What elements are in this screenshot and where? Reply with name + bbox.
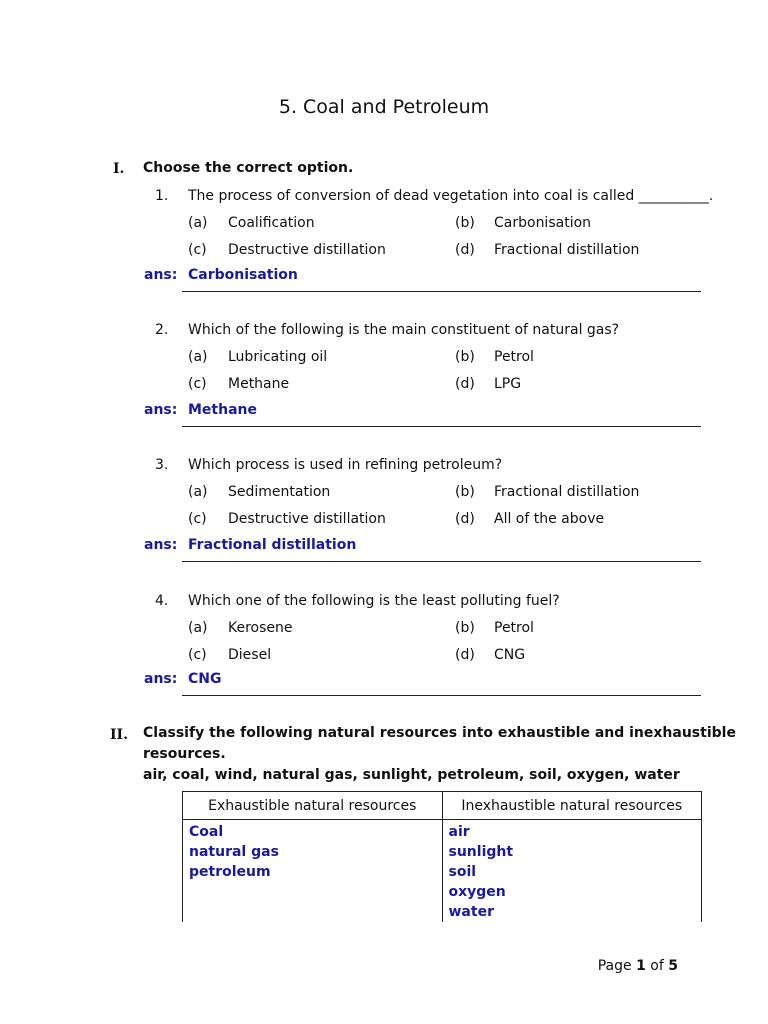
exhaustible-item: petroleum xyxy=(189,864,271,880)
section-2-number: II. xyxy=(110,727,128,743)
option-key: (c) xyxy=(188,376,207,392)
option-text: Diesel xyxy=(228,647,272,663)
classification-table xyxy=(182,791,702,922)
option-text: Lubricating oil xyxy=(228,349,328,365)
answer-divider xyxy=(182,291,701,292)
inexhaustible-header: Inexhaustible natural resources xyxy=(442,792,702,820)
exhaustible-item: natural gas xyxy=(189,844,279,860)
answer-label: ans: xyxy=(144,402,178,418)
inexhaustible-cell xyxy=(442,820,702,923)
option-key: (b) xyxy=(455,620,475,636)
answer-label: ans: xyxy=(144,267,178,283)
section-2-heading-line2: resources. xyxy=(143,746,226,762)
answer-divider xyxy=(182,695,701,696)
exhaustible-cell xyxy=(183,820,443,923)
inexhaustible-item: water xyxy=(448,904,494,920)
option-key: (d) xyxy=(455,647,475,663)
page-of: of xyxy=(650,958,664,974)
option-text: Coalification xyxy=(228,215,315,231)
option-text: Carbonisation xyxy=(494,215,592,231)
question-number: 4. xyxy=(155,593,169,609)
answer-value: Carbonisation xyxy=(188,267,298,283)
answer-label: ans: xyxy=(144,537,178,553)
question-text: Which of the following is the main constituent of natural gas? xyxy=(188,322,620,338)
option-text: Destructive distillation xyxy=(228,242,386,258)
question-number: 1. xyxy=(155,188,169,204)
option-key: (d) xyxy=(455,376,475,392)
option-key: (d) xyxy=(455,242,475,258)
page-label: Page xyxy=(597,958,632,974)
option-text: All of the above xyxy=(494,511,605,527)
question-text: Which one of the following is the least polluting fuel? xyxy=(188,593,560,609)
inexhaustible-item: oxygen xyxy=(448,884,506,900)
section-1-number: I. xyxy=(113,161,125,177)
option-key: (c) xyxy=(188,647,207,663)
answer-divider xyxy=(182,426,701,427)
option-key: (a) xyxy=(188,484,208,500)
answer-divider xyxy=(182,561,701,562)
option-text: Methane xyxy=(228,376,290,392)
option-key: (d) xyxy=(455,511,475,527)
exhaustible-item: Coal xyxy=(189,824,224,840)
option-key: (b) xyxy=(455,484,475,500)
option-key: (c) xyxy=(188,511,207,527)
section-1-heading: Choose the correct option. xyxy=(143,160,354,176)
option-text: CNG xyxy=(494,647,526,663)
page-current: 1 xyxy=(636,958,646,974)
resource-list: air, coal, wind, natural gas, sunlight, petroleum, soil, oxygen, water xyxy=(143,767,680,783)
section-2-heading-line1: Classify the following natural resources into exhaustible and inexhaustible xyxy=(143,725,736,741)
option-text: LPG xyxy=(494,376,522,392)
answer-value: CNG xyxy=(188,671,222,687)
question-text: The process of conversion of dead vegetation into coal is called __________. xyxy=(188,188,714,204)
option-text: Destructive distillation xyxy=(228,511,386,527)
exhaustible-header: Exhaustible natural resources xyxy=(183,792,443,820)
page-title: 5. Coal and Petroleum xyxy=(278,96,490,118)
option-text: Petrol xyxy=(494,349,534,365)
page-footer xyxy=(598,958,678,974)
answer-value: Fractional distillation xyxy=(188,537,357,553)
option-text: Fractional distillation xyxy=(494,484,640,500)
option-text: Sedimentation xyxy=(228,484,331,500)
option-key: (c) xyxy=(188,242,207,258)
page-total: 5 xyxy=(668,958,678,974)
option-text: Kerosene xyxy=(228,620,293,636)
option-key: (a) xyxy=(188,620,208,636)
inexhaustible-item: sunlight xyxy=(448,844,514,860)
inexhaustible-item: soil xyxy=(448,864,477,880)
question-text: Which process is used in refining petroleum? xyxy=(188,457,503,473)
answer-value: Methane xyxy=(188,402,257,418)
option-text: Petrol xyxy=(494,620,534,636)
inexhaustible-item: air xyxy=(448,824,470,840)
option-key: (a) xyxy=(188,215,208,231)
option-text: Fractional distillation xyxy=(494,242,640,258)
question-number: 3. xyxy=(155,457,169,473)
option-key: (a) xyxy=(188,349,208,365)
question-number: 2. xyxy=(155,322,169,338)
answer-label: ans: xyxy=(144,671,178,687)
option-key: (b) xyxy=(455,215,475,231)
option-key: (b) xyxy=(455,349,475,365)
